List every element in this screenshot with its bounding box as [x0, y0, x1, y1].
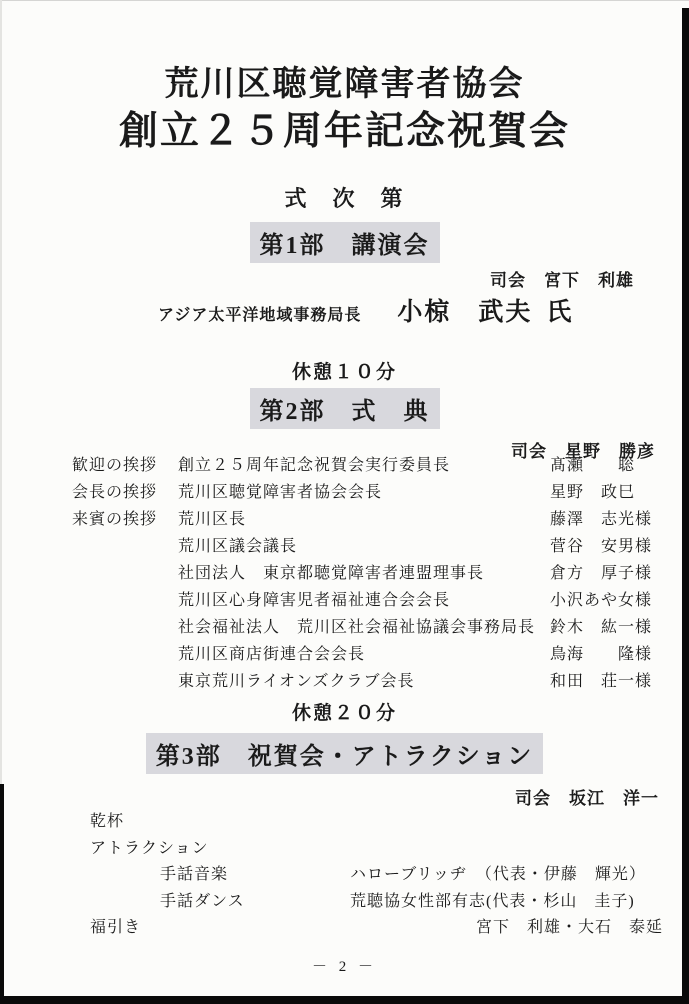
ceremony-row [72, 479, 662, 506]
section2-header [0, 388, 689, 429]
ceremony-row-name: 鈴木 紘一様 [550, 619, 653, 636]
mc-name: 星野 勝彦 [565, 442, 655, 461]
page-number: － 2 － [311, 959, 377, 975]
lecture-speaker-line [158, 292, 571, 328]
ceremony-row [72, 587, 662, 614]
ceremony-row-name: 和田 荘一様 [550, 673, 653, 690]
ceremony-row-label [72, 668, 178, 695]
ceremony-row-position: 荒川区聴覚障害者協会会長 [178, 484, 383, 501]
speaker-name: 小椋 武夫 [397, 299, 533, 326]
ceremony-row [72, 560, 662, 587]
celebration-item-label: 乾杯 [90, 813, 125, 830]
section1-header-label: 第1部 講演会 [250, 222, 440, 263]
ceremony-row-position: 荒川区議会議長 [178, 538, 298, 555]
ceremony-row-label: 歓迎の挨拶 [72, 457, 158, 474]
ceremony-row-name: 菅谷 安男様 [550, 538, 653, 555]
ceremony-row-name: 倉方 厚子様 [550, 565, 653, 582]
ceremony-row-label [72, 587, 178, 614]
ceremony-row-label: 会長の挨拶 [72, 484, 158, 501]
section3-header-label: 第3部 祝賀会・アトラクション [146, 733, 544, 774]
celebration-item-label: アトラクション [90, 839, 209, 857]
ceremony-row-label [72, 641, 178, 668]
ceremony-row [72, 614, 662, 641]
ceremony-row-position: 社団法人 東京都聴覚障害者連盟理事長 [178, 565, 485, 582]
title-event: 創立２５周年記念祝賀会 [118, 110, 570, 153]
ceremony-row-position: 荒川区心身障害児者福祉連合会会長 [178, 592, 451, 609]
scan-edge-right [682, 8, 689, 1004]
scan-edge-left-black [0, 784, 4, 1004]
ceremony-row [72, 668, 662, 695]
ceremony-row-name: 鳥海 隆様 [550, 646, 653, 663]
speaker-honorific: 氏 [546, 299, 572, 326]
celebration-item [90, 862, 663, 889]
scan-edge-bottom [0, 996, 689, 1004]
speaker-title: アジア太平洋地域事務局長 [158, 307, 362, 324]
ceremony-row-name: 星野 政巳 [550, 484, 636, 501]
celebration-item-label: 手話音楽 [160, 866, 229, 883]
break-20min: 休憩２０分 [291, 703, 397, 724]
ceremony-program-list [72, 452, 662, 695]
celebration-item [90, 809, 663, 836]
section2-header-label: 第2部 式 典 [250, 388, 440, 429]
ceremony-row-name: 髙瀬 聡 [550, 457, 636, 474]
document-title [0, 62, 689, 156]
ceremony-row-name: 小沢あや女様 [550, 592, 653, 609]
celebration-item-performer: 荒聴協女性部有志(代表・杉山 圭子) [350, 892, 635, 910]
mc-label: 司会 [490, 271, 526, 290]
ceremony-row-name: 藤澤 志光様 [550, 511, 653, 528]
ceremony-row [72, 641, 662, 668]
celebration-program-list [90, 809, 663, 942]
ceremony-row [72, 506, 662, 533]
celebration-item-label: 手話ダンス [160, 892, 245, 910]
ceremony-row [72, 452, 662, 479]
celebration-item [90, 889, 663, 916]
program-order-heading: 式 次 第 [284, 186, 405, 211]
ceremony-row-label [72, 614, 178, 641]
celebration-item [90, 915, 663, 942]
ceremony-row-label [72, 560, 178, 587]
section1-mc-line [490, 266, 634, 291]
mc-name: 坂江 洋一 [569, 789, 659, 808]
ceremony-row-position: 東京荒川ライオンズクラブ会長 [178, 673, 415, 690]
mc-label: 司会 [511, 442, 547, 461]
ceremony-row-position: 荒川区長 [178, 511, 247, 528]
title-association: 荒川区聴覚障害者協会 [164, 66, 525, 103]
ceremony-row [72, 533, 662, 560]
celebration-item-performer: ハローブリッヂ （代表・伊藤 輝光） [350, 866, 646, 883]
celebration-item [90, 836, 663, 863]
ceremony-row-position: 創立２５周年記念祝賀会実行委員長 [178, 457, 451, 474]
break-10min: 休憩１０分 [291, 362, 397, 383]
scan-edge-top [0, 0, 689, 1]
mc-label: 司会 [515, 789, 551, 808]
ceremony-row-position: 荒川区商店街連合会会長 [178, 646, 366, 663]
celebration-item-label: 福引き [90, 919, 142, 936]
section3-mc-line [515, 784, 659, 809]
mc-name: 宮下 利雄 [544, 271, 634, 290]
section3-header [0, 733, 689, 774]
ceremony-row-label [72, 533, 178, 560]
ceremony-row-position: 社会福祉法人 荒川区社会福祉協議会事務局長 [178, 619, 536, 636]
celebration-item-performer: 宮下 利雄・大石 泰延 [475, 919, 663, 936]
section1-header [0, 222, 689, 263]
ceremony-row-label: 来賓の挨拶 [72, 511, 158, 528]
